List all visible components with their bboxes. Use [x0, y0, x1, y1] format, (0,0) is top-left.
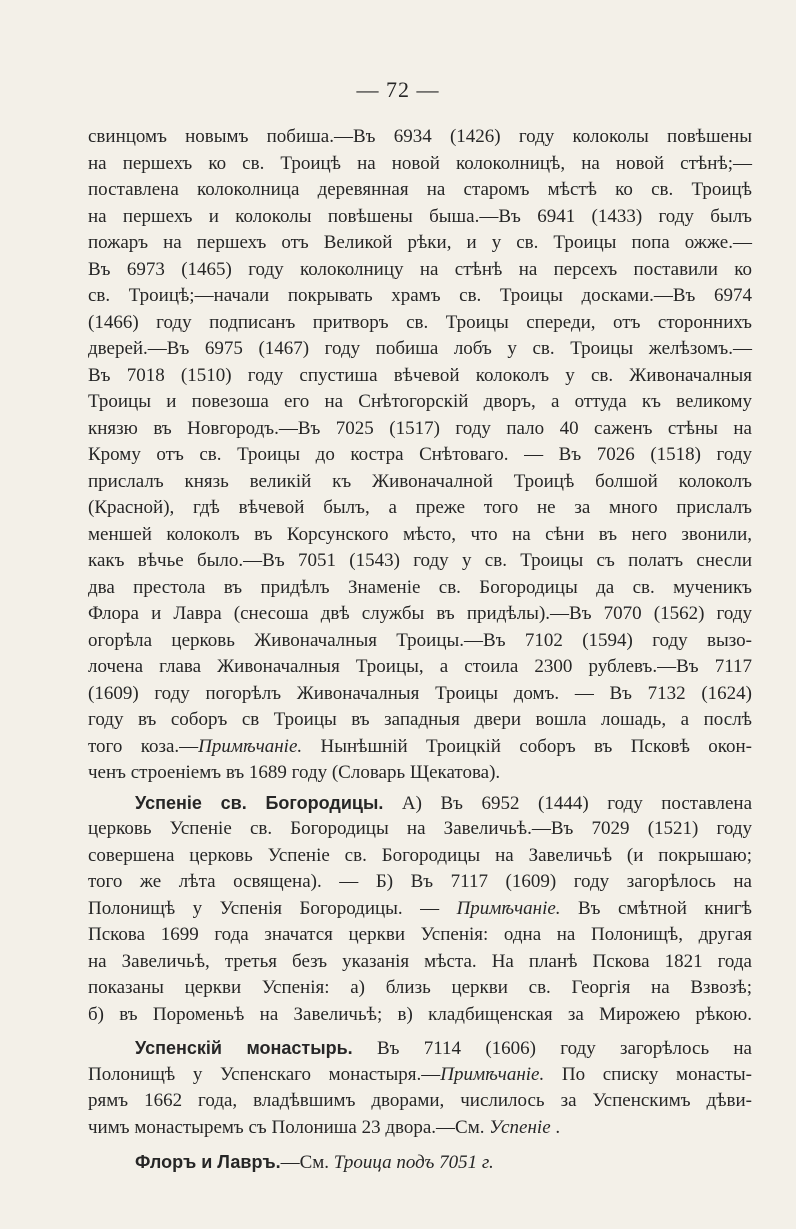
text-line	[88, 816, 752, 843]
text-run: Полонищѣ у Успенскаго монастыря.—	[88, 1063, 441, 1085]
text-run: рямъ 1662 года, владѣвшимъ дворами, числилось за Успенскимъ дѣви-	[88, 1090, 752, 1111]
text-run: поставлена колоколница деревянная на старомъ мѣстѣ ко св. Троицѣ	[88, 179, 752, 200]
text-line	[88, 654, 752, 681]
italic-text: Успеніе	[489, 1116, 551, 1138]
text-line	[88, 389, 752, 416]
text-line	[88, 790, 752, 817]
text-run: огорѣла церковь Живоначалныя Троицы.—Въ 7102 (1594) году вызо-	[88, 629, 752, 651]
text-line	[88, 681, 752, 708]
text-line	[88, 1149, 752, 1176]
text-run: два престола въ придѣлъ Знаменіе св. Богородицы да св. мученикъ	[88, 576, 752, 598]
text-line	[88, 469, 752, 496]
text-line	[88, 575, 752, 602]
text-line	[88, 1062, 752, 1089]
italic-text: Примѣчаніе.	[456, 897, 561, 919]
text-line	[88, 1002, 752, 1029]
text-line	[88, 363, 752, 390]
body-text	[88, 124, 752, 1176]
text-run: князю въ Новгородъ.—Въ 7025 (1517) году пало 40 саженъ стѣны на	[88, 417, 752, 439]
text-line	[88, 124, 752, 151]
text-run: на першехъ ко св. Троицѣ на новой колоколницѣ, на новой стѣнѣ;—	[88, 152, 752, 174]
text-line	[88, 230, 752, 257]
paragraph	[88, 790, 752, 1029]
page-number: — 72 —	[356, 77, 440, 102]
text-run: По списку монасты-	[544, 1063, 752, 1085]
text-run: ченъ строеніемъ въ 1689 году (Словарь Щекатова).	[88, 762, 501, 783]
text-line	[88, 628, 752, 655]
text-line	[88, 1035, 752, 1062]
entry-heading: Флоръ и Лавръ.	[135, 1152, 281, 1172]
text-line	[88, 442, 752, 469]
text-run: А) Въ 6952 (1444) году поставлена	[383, 792, 753, 814]
text-run: (1466) году подписанъ притворъ св. Троицы спереди, отъ стороннихъ	[88, 311, 752, 333]
text-line	[88, 760, 752, 787]
paragraph	[88, 1149, 752, 1176]
text-line	[88, 257, 752, 284]
text-line	[88, 843, 752, 870]
text-run: лочена глава Живоначалныя Троицы, а стоила 2300 рублевъ.—Въ 7117	[88, 656, 752, 677]
text-run: Нынѣшній Троицкій соборъ въ Псковѣ окон-	[302, 735, 752, 757]
text-line	[88, 548, 752, 575]
text-run: меншей колоколъ въ Корсунского мѣсто, что на сѣни въ него звонили,	[88, 523, 752, 545]
italic-text: Троица подъ 7051 г.	[333, 1152, 494, 1173]
text-line	[88, 707, 752, 734]
text-run: чимъ монастыремъ съ Полониша 23 двора.—См.	[88, 1116, 490, 1138]
text-run: свинцомъ новымъ побиша.—Въ 6934 (1426) году колоколы повѣшены	[88, 126, 752, 147]
entry-heading: Успеніе св. Богородицы.	[135, 792, 384, 813]
text-run: Троицы и повезоша его на Снѣтогорскій дворъ, а оттуда къ великому	[88, 391, 752, 412]
text-run: того коза.—	[88, 735, 199, 757]
text-line	[88, 949, 752, 976]
text-line	[88, 151, 752, 178]
text-run: на першехъ и колоколы повѣшены быша.—Въ 6941 (1433) году былъ	[88, 205, 752, 227]
text-run: на Завеличьѣ, третья безъ указанія мѣста. На планѣ Пскова 1821 года	[88, 950, 752, 972]
text-run: какъ вѣчье было.—Въ 7051 (1543) году у св. Троицы съ полатъ снесли	[88, 550, 752, 571]
text-line	[88, 896, 752, 923]
text-run: показаны церкви Успенія: а) близь церкви св. Георгія на Взвозѣ;	[88, 977, 752, 998]
text-run: дверей.—Въ 6975 (1467) году побиша лобъ у св. Троицы желѣзомъ.—	[88, 338, 752, 359]
text-run: .	[550, 1116, 561, 1138]
text-line	[88, 975, 752, 1002]
text-line	[88, 1088, 752, 1115]
text-run: Въ 7018 (1510) году спустиша вѣчевой колоколъ у св. Живоначалныя	[88, 364, 752, 386]
text-run: Полонищѣ у Успенія Богородицы. —	[88, 897, 457, 919]
text-run: —См.	[280, 1152, 334, 1173]
text-line	[88, 495, 752, 522]
entry-heading: Успенскій монастырь.	[135, 1038, 353, 1058]
text-line	[88, 1115, 752, 1142]
text-run: Крому отъ св. Троицы до костра Снѣтоваго. — Въ 7026 (1518) году	[88, 444, 752, 465]
text-run: св. Троицѣ;—начали покрывать храмъ св. Троицы досками.—Въ 6974	[88, 285, 752, 306]
text-run: Въ смѣтной книгѣ	[560, 897, 752, 919]
text-run: б) въ Пороменьѣ на Завеличьѣ; в) кладбищенская за Мирожею рѣкою.	[88, 1003, 752, 1025]
italic-text: Примѣчаніе.	[198, 735, 303, 757]
text-run: церковь Успеніе св. Богородицы на Завеличьѣ.—Въ 7029 (1521) году	[88, 818, 752, 839]
text-line	[88, 734, 752, 761]
text-line	[88, 522, 752, 549]
text-line	[88, 177, 752, 204]
text-run: прислалъ князь великій къ Живоначалной Троицѣ болшой колоколъ	[88, 470, 752, 492]
text-run: (Красной), гдѣ вѣчевой былъ, а преже того не за много прислалъ	[88, 497, 752, 518]
paragraph	[88, 1035, 752, 1141]
text-line	[88, 310, 752, 337]
text-line	[88, 869, 752, 896]
text-run: пожаръ на першехъ отъ Великой рѣки, и у св. Троицы попа ожже.—	[88, 232, 752, 253]
text-run: году въ соборъ св Троицы въ западныя двери вошла лошадь, а послѣ	[88, 709, 752, 730]
text-run: Въ 6973 (1465) году колоколницу на стѣнѣ на персехъ поставили ко	[88, 258, 752, 280]
text-run: Флора и Лавра (снесоша двѣ службы въ придѣлы).—Въ 7070 (1562) году	[88, 603, 752, 624]
text-run: Въ 7114 (1606) году загорѣлось на	[352, 1038, 752, 1059]
text-run: Пскова 1699 года значатся церкви Успенія: одна на Полонищѣ, другая	[88, 924, 752, 945]
text-line	[88, 336, 752, 363]
text-line	[88, 601, 752, 628]
text-run: (1609) году погорѣлъ Живоначалныя Троицы домъ. — Въ 7132 (1624)	[88, 682, 752, 704]
italic-text: Примѣчаніе.	[440, 1063, 545, 1085]
text-line	[88, 416, 752, 443]
text-line	[88, 283, 752, 310]
text-run: того же лѣта освящена). — Б) Въ 7117 (1609) году загорѣлось на	[88, 871, 752, 892]
text-line	[88, 204, 752, 231]
paragraph	[88, 124, 752, 787]
text-line	[88, 922, 752, 949]
text-run: совершена церковь Успеніе св. Богородицы на Завеличьѣ (и покрышаю;	[88, 844, 752, 866]
